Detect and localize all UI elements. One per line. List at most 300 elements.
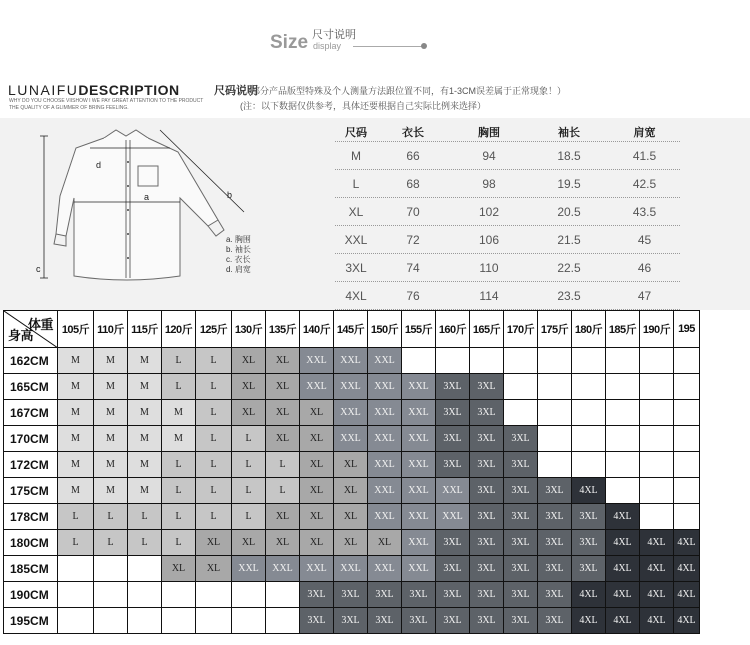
size-cell: XXL: [266, 556, 300, 582]
size-cell: L: [128, 530, 162, 556]
measure-row: [335, 254, 680, 282]
size-cell: L: [196, 374, 232, 400]
measure-row: [335, 198, 680, 226]
size-cell: L: [232, 478, 266, 504]
size-cell: 3XL: [436, 582, 470, 608]
size-cell: M: [128, 426, 162, 452]
size-cell: L: [196, 504, 232, 530]
measure-cell: 22.5: [557, 260, 581, 275]
size-cell: L: [196, 426, 232, 452]
size-cell: XXL: [368, 478, 402, 504]
label-d: d: [96, 160, 102, 170]
measure-cell: 114: [479, 288, 499, 303]
size-cell: 3XL: [470, 608, 504, 634]
weight-header: 150斤: [368, 311, 402, 348]
diagram-legend: [226, 235, 251, 275]
size-cell: XL: [334, 452, 368, 478]
size-cell: 3XL: [300, 608, 334, 634]
size-cell: M: [94, 400, 128, 426]
size-cell: L: [162, 478, 196, 504]
size-cell: 4XL: [640, 530, 674, 556]
size-cell: XL: [334, 478, 368, 504]
size-cell: XXL: [300, 348, 334, 374]
size-cell: XL: [300, 426, 334, 452]
size-cell: XXL: [402, 556, 436, 582]
size-cell: 3XL: [436, 608, 470, 634]
size-cell: M: [58, 452, 94, 478]
size-cell: [640, 400, 674, 426]
weight-header: 190斤: [640, 311, 674, 348]
brand-name: LUNAIFU: [8, 82, 79, 98]
size-cell: 3XL: [402, 608, 436, 634]
grid-row: [4, 478, 700, 504]
size-cell: [196, 608, 232, 634]
weight-header: 140斤: [300, 311, 334, 348]
measure-cell: 45: [637, 232, 652, 247]
measure-cell: 94: [482, 148, 496, 163]
measure-cell: 20.5: [557, 204, 581, 219]
size-cell: XL: [300, 478, 334, 504]
measure-cell: XL: [348, 204, 364, 219]
weight-header: 120斤: [162, 311, 196, 348]
corner-height-label: 身高: [8, 328, 34, 343]
height-label: 195CM: [4, 608, 58, 634]
size-cell: 3XL: [470, 582, 504, 608]
description-note-1: (部分产品版型特殊及个人测量方法跟位置不同，有1-3CM误差属于正常现象！）: [248, 86, 567, 96]
height-label: 185CM: [4, 556, 58, 582]
size-cell: XXL: [402, 530, 436, 556]
size-cell: XXL: [334, 374, 368, 400]
weight-header: 130斤: [232, 311, 266, 348]
size-cell: M: [94, 478, 128, 504]
size-cell: XXL: [368, 504, 402, 530]
size-cell: 3XL: [470, 374, 504, 400]
size-cell: M: [58, 374, 94, 400]
brand-subtitle-line1: WHY DO YOU CHOOSE VIISHOW I WE PAY GREAT ATTENTION TO THE PRODUCT: [9, 98, 204, 104]
measure-cell: 4XL: [345, 288, 367, 303]
size-cell: XXL: [368, 556, 402, 582]
size-cell: L: [196, 452, 232, 478]
title-divider: [353, 46, 423, 47]
size-cell: XXL: [402, 452, 436, 478]
size-cell: 4XL: [674, 530, 700, 556]
size-cell: M: [94, 348, 128, 374]
size-cell: 3XL: [572, 504, 606, 530]
height-label: 170CM: [4, 426, 58, 452]
size-cell: L: [162, 504, 196, 530]
size-cell: 4XL: [572, 608, 606, 634]
size-cell: [470, 348, 504, 374]
size-cell: M: [128, 348, 162, 374]
size-cell: XL: [196, 530, 232, 556]
size-cell: [162, 582, 196, 608]
legend-d: d. 肩宽: [226, 265, 251, 274]
size-cell: XXL: [368, 348, 402, 374]
size-cell: 3XL: [368, 582, 402, 608]
size-cell: XXL: [368, 374, 402, 400]
size-cell: XL: [300, 400, 334, 426]
measure-cell: 76: [406, 288, 420, 303]
size-cell: 3XL: [436, 400, 470, 426]
measure-header-cell: 袖长: [558, 126, 580, 139]
grid-row: [4, 504, 700, 530]
weight-header: 115斤: [128, 311, 162, 348]
size-cell: [162, 608, 196, 634]
weight-header: 135斤: [266, 311, 300, 348]
size-cell: XXL: [402, 374, 436, 400]
size-cell: XXL: [368, 452, 402, 478]
size-cell: XL: [232, 530, 266, 556]
size-cell: [674, 426, 700, 452]
weight-header: 195: [674, 311, 700, 348]
size-cell: XL: [232, 374, 266, 400]
height-label: 167CM: [4, 400, 58, 426]
size-cell: 4XL: [640, 556, 674, 582]
size-cell: 3XL: [470, 452, 504, 478]
size-cell: 3XL: [572, 556, 606, 582]
weight-header: 125斤: [196, 311, 232, 348]
size-cell: [572, 348, 606, 374]
description-cn-title: 尺码说明: [214, 85, 258, 97]
size-cell: 3XL: [470, 478, 504, 504]
measure-cell: XXL: [344, 232, 368, 247]
height-label: 178CM: [4, 504, 58, 530]
measure-cell: 72: [406, 232, 420, 247]
size-cell: 3XL: [504, 504, 538, 530]
height-label: 165CM: [4, 374, 58, 400]
size-cell: 3XL: [504, 452, 538, 478]
size-cell: [674, 400, 700, 426]
measure-cell: M: [351, 148, 361, 163]
measure-cell: 3XL: [345, 260, 367, 275]
size-cell: XL: [334, 530, 368, 556]
size-cell: 3XL: [436, 426, 470, 452]
size-cell: 3XL: [300, 582, 334, 608]
size-cell: [504, 348, 538, 374]
legend-a: a. 胸围: [226, 235, 251, 244]
size-cell: XXL: [402, 478, 436, 504]
description-note-2: (注：以下数据仅供参考，具体还要根据自己实际比例来选择）: [240, 101, 486, 111]
size-cell: XXL: [334, 426, 368, 452]
size-cell: 4XL: [674, 608, 700, 634]
size-cell: [674, 452, 700, 478]
size-cell: [538, 400, 572, 426]
size-cell: [640, 426, 674, 452]
weight-header: 105斤: [58, 311, 94, 348]
grid-row: [4, 374, 700, 400]
size-cell: 3XL: [436, 374, 470, 400]
size-cell: 3XL: [436, 530, 470, 556]
size-cell: 4XL: [640, 608, 674, 634]
measure-header-row: [335, 122, 680, 142]
size-cell: 3XL: [436, 556, 470, 582]
measure-row: [335, 282, 680, 310]
measure-header-cell: 胸围: [478, 126, 500, 139]
size-cell: XL: [266, 400, 300, 426]
size-cell: [674, 348, 700, 374]
grid-row: [4, 452, 700, 478]
size-title-sub: display: [313, 41, 342, 51]
size-cell: M: [162, 426, 196, 452]
grid-row: [4, 530, 700, 556]
brand-description: DESCRIPTION: [78, 82, 180, 98]
size-cell: XXL: [334, 348, 368, 374]
size-cell: [606, 400, 640, 426]
size-cell: L: [196, 400, 232, 426]
size-cell: XXL: [334, 556, 368, 582]
size-cell: L: [162, 374, 196, 400]
brand-heading: [8, 82, 180, 98]
size-cell: M: [58, 348, 94, 374]
legend-b: b. 袖长: [226, 245, 251, 254]
size-cell: 3XL: [538, 504, 572, 530]
grid-row: [4, 348, 700, 374]
size-cell: [232, 608, 266, 634]
size-cell: [674, 478, 700, 504]
size-cell: [538, 426, 572, 452]
size-cell: M: [94, 452, 128, 478]
size-cell: M: [128, 478, 162, 504]
weight-header: 145斤: [334, 311, 368, 348]
measure-cell: 102: [478, 204, 500, 219]
grid-row: [4, 556, 700, 582]
size-cell: 4XL: [606, 556, 640, 582]
size-cell: [640, 504, 674, 530]
size-cell: [572, 400, 606, 426]
description-header: [8, 82, 743, 118]
size-cell: L: [266, 478, 300, 504]
size-cell: XL: [232, 400, 266, 426]
size-cell: [606, 478, 640, 504]
size-cell: M: [162, 400, 196, 426]
size-cell: 3XL: [538, 478, 572, 504]
size-cell: 3XL: [504, 556, 538, 582]
size-title-en: Size: [270, 32, 309, 53]
size-cell: 3XL: [538, 608, 572, 634]
size-cell: XXL: [436, 504, 470, 530]
label-b: b: [227, 190, 233, 200]
size-cell: 3XL: [470, 504, 504, 530]
size-cell: 4XL: [674, 556, 700, 582]
size-cell: [572, 374, 606, 400]
grid-row: [4, 400, 700, 426]
size-cell: XL: [300, 530, 334, 556]
size-cell: L: [162, 348, 196, 374]
size-cell: L: [196, 348, 232, 374]
size-cell: L: [232, 452, 266, 478]
height-label: 172CM: [4, 452, 58, 478]
size-cell: [436, 348, 470, 374]
size-cell: M: [128, 452, 162, 478]
size-cell: 4XL: [572, 478, 606, 504]
size-cell: [606, 348, 640, 374]
size-cell: XL: [266, 504, 300, 530]
size-cell: [128, 556, 162, 582]
size-cell: [58, 556, 94, 582]
size-cell: M: [58, 400, 94, 426]
measure-header-cell: 衣长: [402, 126, 424, 139]
size-cell: M: [94, 374, 128, 400]
size-cell: M: [94, 426, 128, 452]
size-cell: XL: [162, 556, 196, 582]
size-cell: [94, 582, 128, 608]
size-cell: L: [196, 478, 232, 504]
size-cell: [266, 608, 300, 634]
measure-cell: 43.5: [632, 204, 657, 219]
size-cell: [674, 374, 700, 400]
size-cell: 3XL: [402, 582, 436, 608]
size-cell: L: [58, 530, 94, 556]
weight-header: 185斤: [606, 311, 640, 348]
size-cell: XL: [266, 348, 300, 374]
height-label: 180CM: [4, 530, 58, 556]
measure-cell: 110: [479, 260, 499, 275]
size-cell: XXL: [368, 426, 402, 452]
size-cell: [640, 478, 674, 504]
size-cell: [606, 426, 640, 452]
size-cell: [196, 582, 232, 608]
weight-header: 160斤: [436, 311, 470, 348]
height-label: 162CM: [4, 348, 58, 374]
measure-cell: 66: [406, 148, 420, 163]
weight-header: 180斤: [572, 311, 606, 348]
size-cell: [572, 452, 606, 478]
size-cell: L: [232, 426, 266, 452]
measure-cell: 41.5: [632, 148, 657, 163]
size-cell: 4XL: [572, 582, 606, 608]
size-cell: XXL: [300, 556, 334, 582]
size-title: [268, 26, 468, 56]
size-cell: 3XL: [470, 556, 504, 582]
grid-row: [4, 582, 700, 608]
weight-header: 165斤: [470, 311, 504, 348]
size-cell: [94, 556, 128, 582]
measure-cell: 70: [406, 204, 420, 219]
brand-subtitle-line2: THE QUALITY OF A GLIMMER OF BRING FEELING.: [9, 105, 129, 111]
size-cell: [606, 452, 640, 478]
measure-cell: 47: [637, 288, 652, 303]
size-cell: [640, 374, 674, 400]
size-recommendation-grid: [3, 310, 700, 634]
size-cell: [640, 452, 674, 478]
size-cell: L: [232, 504, 266, 530]
size-cell: L: [266, 452, 300, 478]
measurement-table: [335, 122, 680, 310]
size-title-cn: 尺寸说明: [312, 29, 356, 41]
size-cell: XXL: [334, 400, 368, 426]
size-cell: XL: [266, 530, 300, 556]
size-cell: 3XL: [436, 452, 470, 478]
size-cell: 3XL: [368, 608, 402, 634]
size-cell: 3XL: [572, 530, 606, 556]
size-cell: XL: [266, 374, 300, 400]
size-cell: 3XL: [538, 582, 572, 608]
label-c: c: [36, 264, 41, 274]
size-cell: XL: [300, 452, 334, 478]
size-cell: 4XL: [606, 608, 640, 634]
size-cell: [94, 608, 128, 634]
size-cell: XL: [232, 348, 266, 374]
measure-row: [335, 226, 680, 254]
size-cell: L: [94, 504, 128, 530]
size-cell: [402, 348, 436, 374]
measure-header-cell: 肩宽: [633, 126, 656, 139]
measure-cell: 42.5: [632, 176, 657, 191]
size-cell: 3XL: [504, 530, 538, 556]
measure-row: [335, 142, 680, 170]
size-cell: L: [94, 530, 128, 556]
size-cell: XL: [266, 426, 300, 452]
measure-header-cell: 尺码: [345, 126, 367, 139]
size-cell: 4XL: [606, 530, 640, 556]
size-cell: 4XL: [606, 582, 640, 608]
size-cell: [128, 582, 162, 608]
weight-header: 110斤: [94, 311, 128, 348]
size-cell: [58, 608, 94, 634]
grid-row: [4, 608, 700, 634]
size-cell: [266, 582, 300, 608]
size-cell: [538, 348, 572, 374]
size-cell: XXL: [368, 400, 402, 426]
size-cell: M: [128, 374, 162, 400]
size-cell: 3XL: [538, 530, 572, 556]
measure-cell: 106: [478, 232, 500, 247]
size-cell: 3XL: [334, 608, 368, 634]
measure-cell: 68: [406, 176, 420, 191]
measure-cell: L: [352, 176, 360, 191]
size-cell: XL: [300, 504, 334, 530]
size-cell: 3XL: [334, 582, 368, 608]
size-cell: L: [162, 530, 196, 556]
title-dot: [421, 43, 427, 49]
size-cell: 4XL: [606, 504, 640, 530]
size-cell: 3XL: [470, 400, 504, 426]
measure-cell: 23.5: [557, 288, 581, 303]
size-cell: XXL: [402, 504, 436, 530]
label-a: a: [144, 192, 150, 202]
size-cell: M: [128, 400, 162, 426]
size-cell: 3XL: [504, 426, 538, 452]
size-cell: [572, 426, 606, 452]
size-cell: [640, 348, 674, 374]
size-cell: [538, 374, 572, 400]
brand-subtitle: [9, 98, 239, 112]
weight-header: 170斤: [504, 311, 538, 348]
size-cell: [58, 582, 94, 608]
weight-header: 155斤: [402, 311, 436, 348]
size-cell: XL: [368, 530, 402, 556]
measure-cell: 21.5: [557, 232, 581, 247]
size-cell: [232, 582, 266, 608]
size-cell: M: [58, 426, 94, 452]
measure-cell: 46: [637, 260, 652, 275]
measure-cell: 19.5: [557, 176, 581, 191]
size-cell: 3XL: [470, 426, 504, 452]
grid-row: [4, 426, 700, 452]
measure-cell: 18.5: [557, 148, 581, 163]
size-cell: [504, 400, 538, 426]
size-cell: XXL: [402, 426, 436, 452]
grid-corner: [4, 311, 58, 348]
size-cell: XXL: [232, 556, 266, 582]
size-cell: 4XL: [674, 582, 700, 608]
size-cell: XXL: [300, 374, 334, 400]
size-cell: 4XL: [640, 582, 674, 608]
legend-c: c. 衣长: [226, 255, 251, 264]
size-cell: [606, 374, 640, 400]
size-cell: 3XL: [538, 556, 572, 582]
size-cell: 3XL: [504, 478, 538, 504]
